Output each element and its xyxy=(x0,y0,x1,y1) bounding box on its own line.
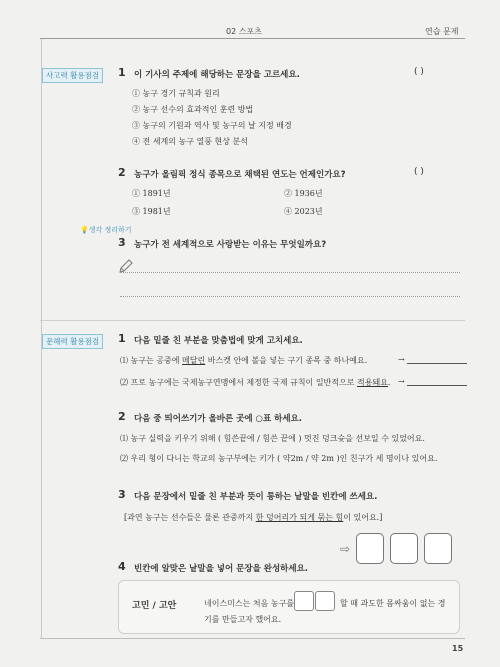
section-label: 연습 문제 xyxy=(425,27,459,36)
q1-option-4[interactable]: ④ 전 세계의 농구 열풍 현상 분석 xyxy=(132,137,248,146)
q1-option-3[interactable]: ③ 농구의 기원과 역사 및 농구의 날 지정 배경 xyxy=(132,121,292,130)
b4-word-choices: 고민 / 고안 xyxy=(132,601,177,611)
q2-answer-paren[interactable]: ( ) xyxy=(414,167,424,177)
b3-answer-box-3[interactable] xyxy=(424,533,452,564)
q3-number: 3 xyxy=(118,236,126,249)
q2-option-1[interactable]: ① 1891년 xyxy=(132,189,171,198)
section-badge-thinking: 사고력 활용점검 xyxy=(42,68,103,83)
footer-divider xyxy=(40,638,465,639)
b2-sentence-2[interactable]: ⑵ 우리 형이 다니는 학교의 농구부에는 키가 ( 약2m / 약 2m )인 친구가 세 명이나 있어요. xyxy=(120,454,438,463)
lightbulb-icon: 💡 xyxy=(80,226,89,234)
b4-text: 빈칸에 알맞은 낱말을 넣어 문장을 완성하세요. xyxy=(134,564,309,574)
b1-text: 다음 밑줄 친 부분을 맞춤법에 맞게 고치세요. xyxy=(134,336,303,346)
b1-sentence-2: ⑵ 프로 농구에는 국제농구연맹에서 제정한 국제 규칙이 일반적으로 적용돼요. xyxy=(120,378,391,387)
b1-answer-2[interactable]: → xyxy=(398,377,467,386)
b4-line-1-pre: 네이스미스는 처음 농구를 xyxy=(204,599,295,608)
q3-text: 농구가 전 세계적으로 사랑받는 이유는 무엇일까요? xyxy=(134,240,327,250)
q2-option-3[interactable]: ③ 1981년 xyxy=(132,207,171,216)
b2-number: 2 xyxy=(118,410,126,423)
b3-answer-box-2[interactable] xyxy=(390,533,418,564)
b1-answer-1[interactable]: → xyxy=(398,355,467,364)
q2-option-2[interactable]: ② 1936년 xyxy=(284,189,323,198)
b3-text: 다음 문장에서 밑줄 친 부분과 뜻이 통하는 낱말을 빈칸에 쓰세요. xyxy=(134,492,378,502)
arrow-icon: ⇨ xyxy=(340,542,351,556)
b4-line-2: 기를 만들고자 했어요. xyxy=(204,615,282,624)
b3-number: 3 xyxy=(118,488,126,501)
q1-option-1[interactable]: ① 농구 경기 규칙과 원리 xyxy=(132,89,220,98)
b4-answer-box-1[interactable] xyxy=(294,591,314,611)
q1-text: 이 기사의 주제에 해당하는 문장을 고르세요. xyxy=(134,70,300,80)
hint-label: 💡생각 정리하기 xyxy=(80,226,132,234)
q2-text: 농구가 올림픽 정식 종목으로 채택된 연도는 언제인가요? xyxy=(134,170,346,180)
section-badge-literacy: 문해력 활용점검 xyxy=(42,334,103,349)
q2-option-4[interactable]: ④ 2023년 xyxy=(284,207,323,216)
pencil-icon xyxy=(118,258,134,278)
b2-text: 다음 중 띄어쓰기가 올바른 곳에 ○표 하세요. xyxy=(134,414,302,424)
chapter-title: 02 스포츠 xyxy=(226,27,262,36)
page-number: 15 xyxy=(452,644,464,653)
answer-line-2[interactable] xyxy=(120,296,460,297)
b4-number: 4 xyxy=(118,560,126,573)
b4-line-1-post: 할 때 과도한 몸싸움이 없는 경 xyxy=(340,599,446,608)
b1-number: 1 xyxy=(118,332,126,345)
q1-answer-paren[interactable]: ( ) xyxy=(414,67,424,77)
b3-sentence: [과연 농구는 선수들은 물론 관중까지 한 덩어리가 되게 묶는 힘이 있어요.] xyxy=(124,513,383,522)
b2-sentence-1[interactable]: ⑴ 농구 실력을 키우기 위해 ( 힘쓴끝에 / 힘쓴 끝에 ) 멋진 덩크슛을 선보일 수 있었어요. xyxy=(120,434,425,443)
answer-line-1[interactable] xyxy=(120,272,460,273)
q1-number: 1 xyxy=(118,66,126,79)
header-divider xyxy=(40,38,465,39)
b1-sentence-1: ⑴ 농구는 공중에 메달린 바스켓 안에 볼을 넣는 구기 종목 중 하나예요. xyxy=(120,356,368,365)
section-divider xyxy=(40,320,465,321)
b4-answer-box-2[interactable] xyxy=(315,591,335,611)
q2-number: 2 xyxy=(118,166,126,179)
q1-option-2[interactable]: ② 농구 선수의 효과적인 훈련 방법 xyxy=(132,105,254,114)
b3-answer-box-1[interactable] xyxy=(356,533,384,564)
